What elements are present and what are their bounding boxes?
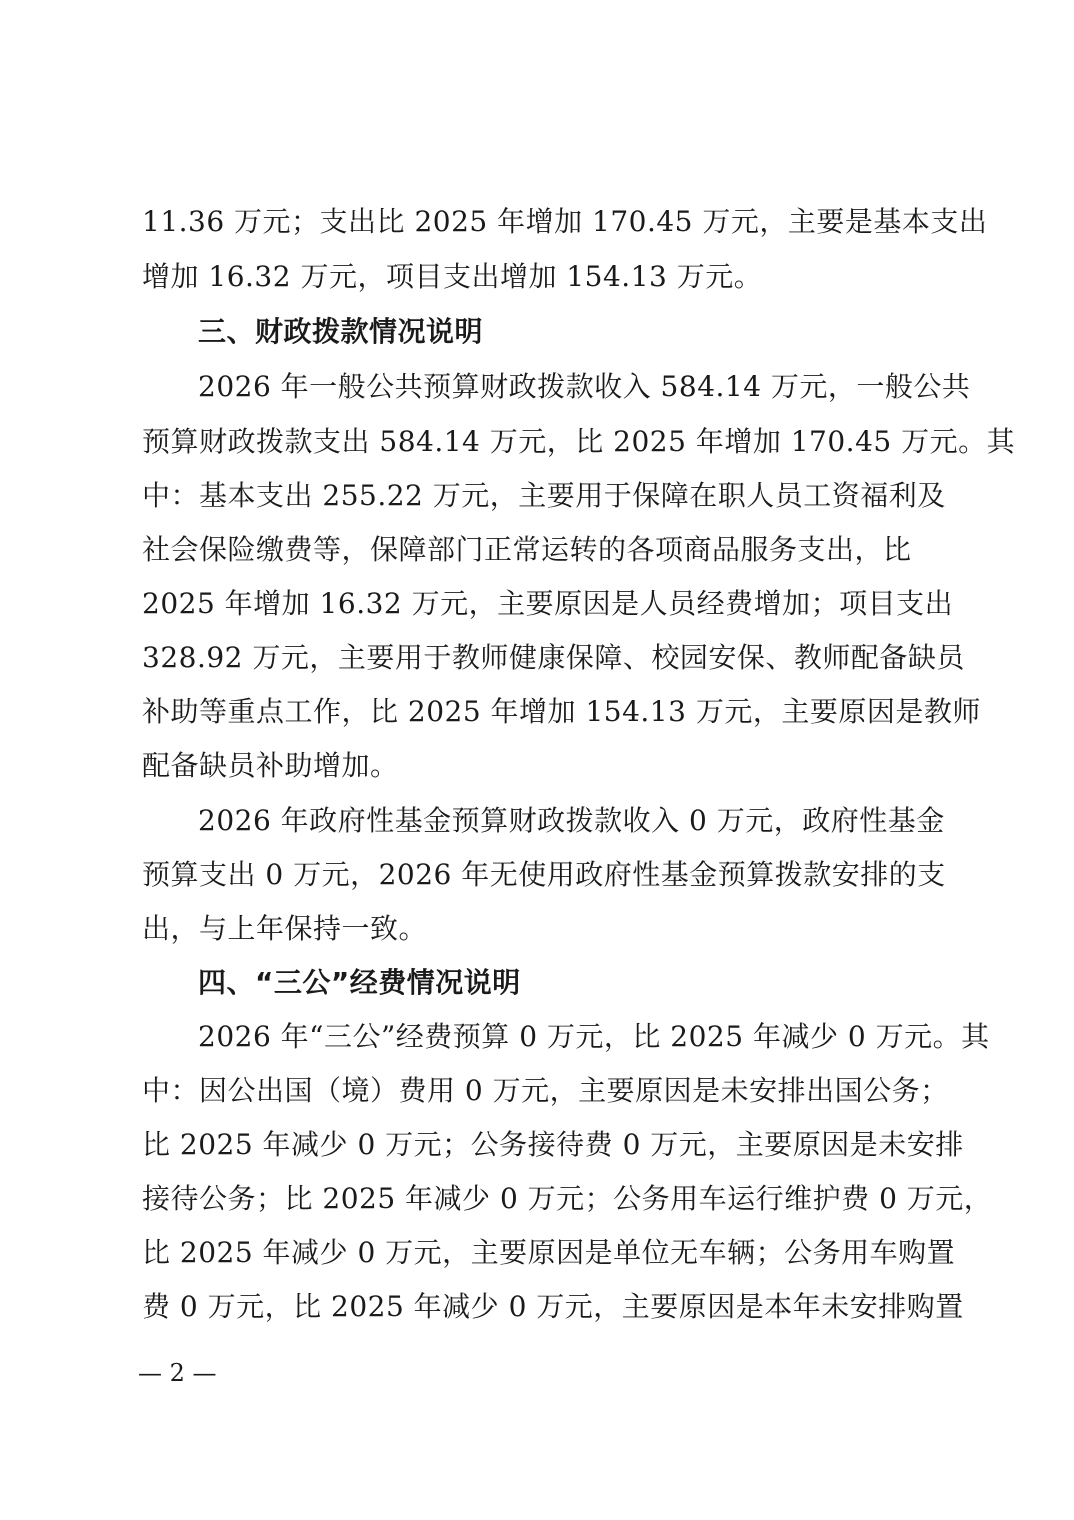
body-text-line: 中：基本支出 255.22 万元，主要用于保障在职人员工资福利及 <box>142 479 946 512</box>
body-text-line: 比 2025 年减少 0 万元；公务接待费 0 万元，主要原因是未安排 <box>142 1128 964 1161</box>
body-text-line: 配备缺员补助增加。 <box>142 749 399 782</box>
body-text-line: 预算支出 0 万元，2026 年无使用政府性基金预算拨款安排的支 <box>142 858 946 891</box>
body-text-line: 中：因公出国（境）费用 0 万元，主要原因是未安排出国公务； <box>142 1074 949 1107</box>
body-text-line: 出，与上年保持一致。 <box>142 912 428 945</box>
body-text-line: 11.36 万元；支出比 2025 年增加 170.45 万元，主要是基本支出 <box>142 205 988 238</box>
body-text-line: 补助等重点工作，比 2025 年增加 154.13 万元，主要原因是教师 <box>142 695 981 728</box>
body-text-line: 接待公务；比 2025 年减少 0 万元；公务用车运行维护费 0 万元， <box>142 1182 993 1215</box>
body-text-line: 预算财政拨款支出 584.14 万元，比 2025 年增加 170.45 万元。其 <box>142 425 1016 458</box>
body-text-line: 328.92 万元，主要用于教师健康保障、校园安保、教师配备缺员 <box>142 641 965 674</box>
section-heading: 四、“三公”经费情况说明 <box>198 966 521 999</box>
body-text-line: 2026 年“三公”经费预算 0 万元，比 2025 年减少 0 万元。其 <box>198 1020 990 1053</box>
body-text-line: 2026 年政府性基金预算财政拨款收入 0 万元，政府性基金 <box>198 804 945 837</box>
body-text-line: 2026 年一般公共预算财政拨款收入 584.14 万元，一般公共 <box>198 370 971 403</box>
body-text-line: 比 2025 年减少 0 万元，主要原因是单位无车辆；公务用车购置 <box>142 1236 956 1269</box>
body-text-line: 增加 16.32 万元，项目支出增加 154.13 万元。 <box>142 260 763 293</box>
body-text-line: 社会保险缴费等，保障部门正常运转的各项商品服务支出，比 <box>142 533 912 566</box>
page-number: — 2 — <box>138 1359 217 1387</box>
body-text-line: 费 0 万元，比 2025 年减少 0 万元，主要原因是本年未安排购置 <box>142 1290 964 1323</box>
section-heading: 三、财政拨款情况说明 <box>198 315 484 348</box>
body-text-line: 2025 年增加 16.32 万元，主要原因是人员经费增加；项目支出 <box>142 587 954 620</box>
